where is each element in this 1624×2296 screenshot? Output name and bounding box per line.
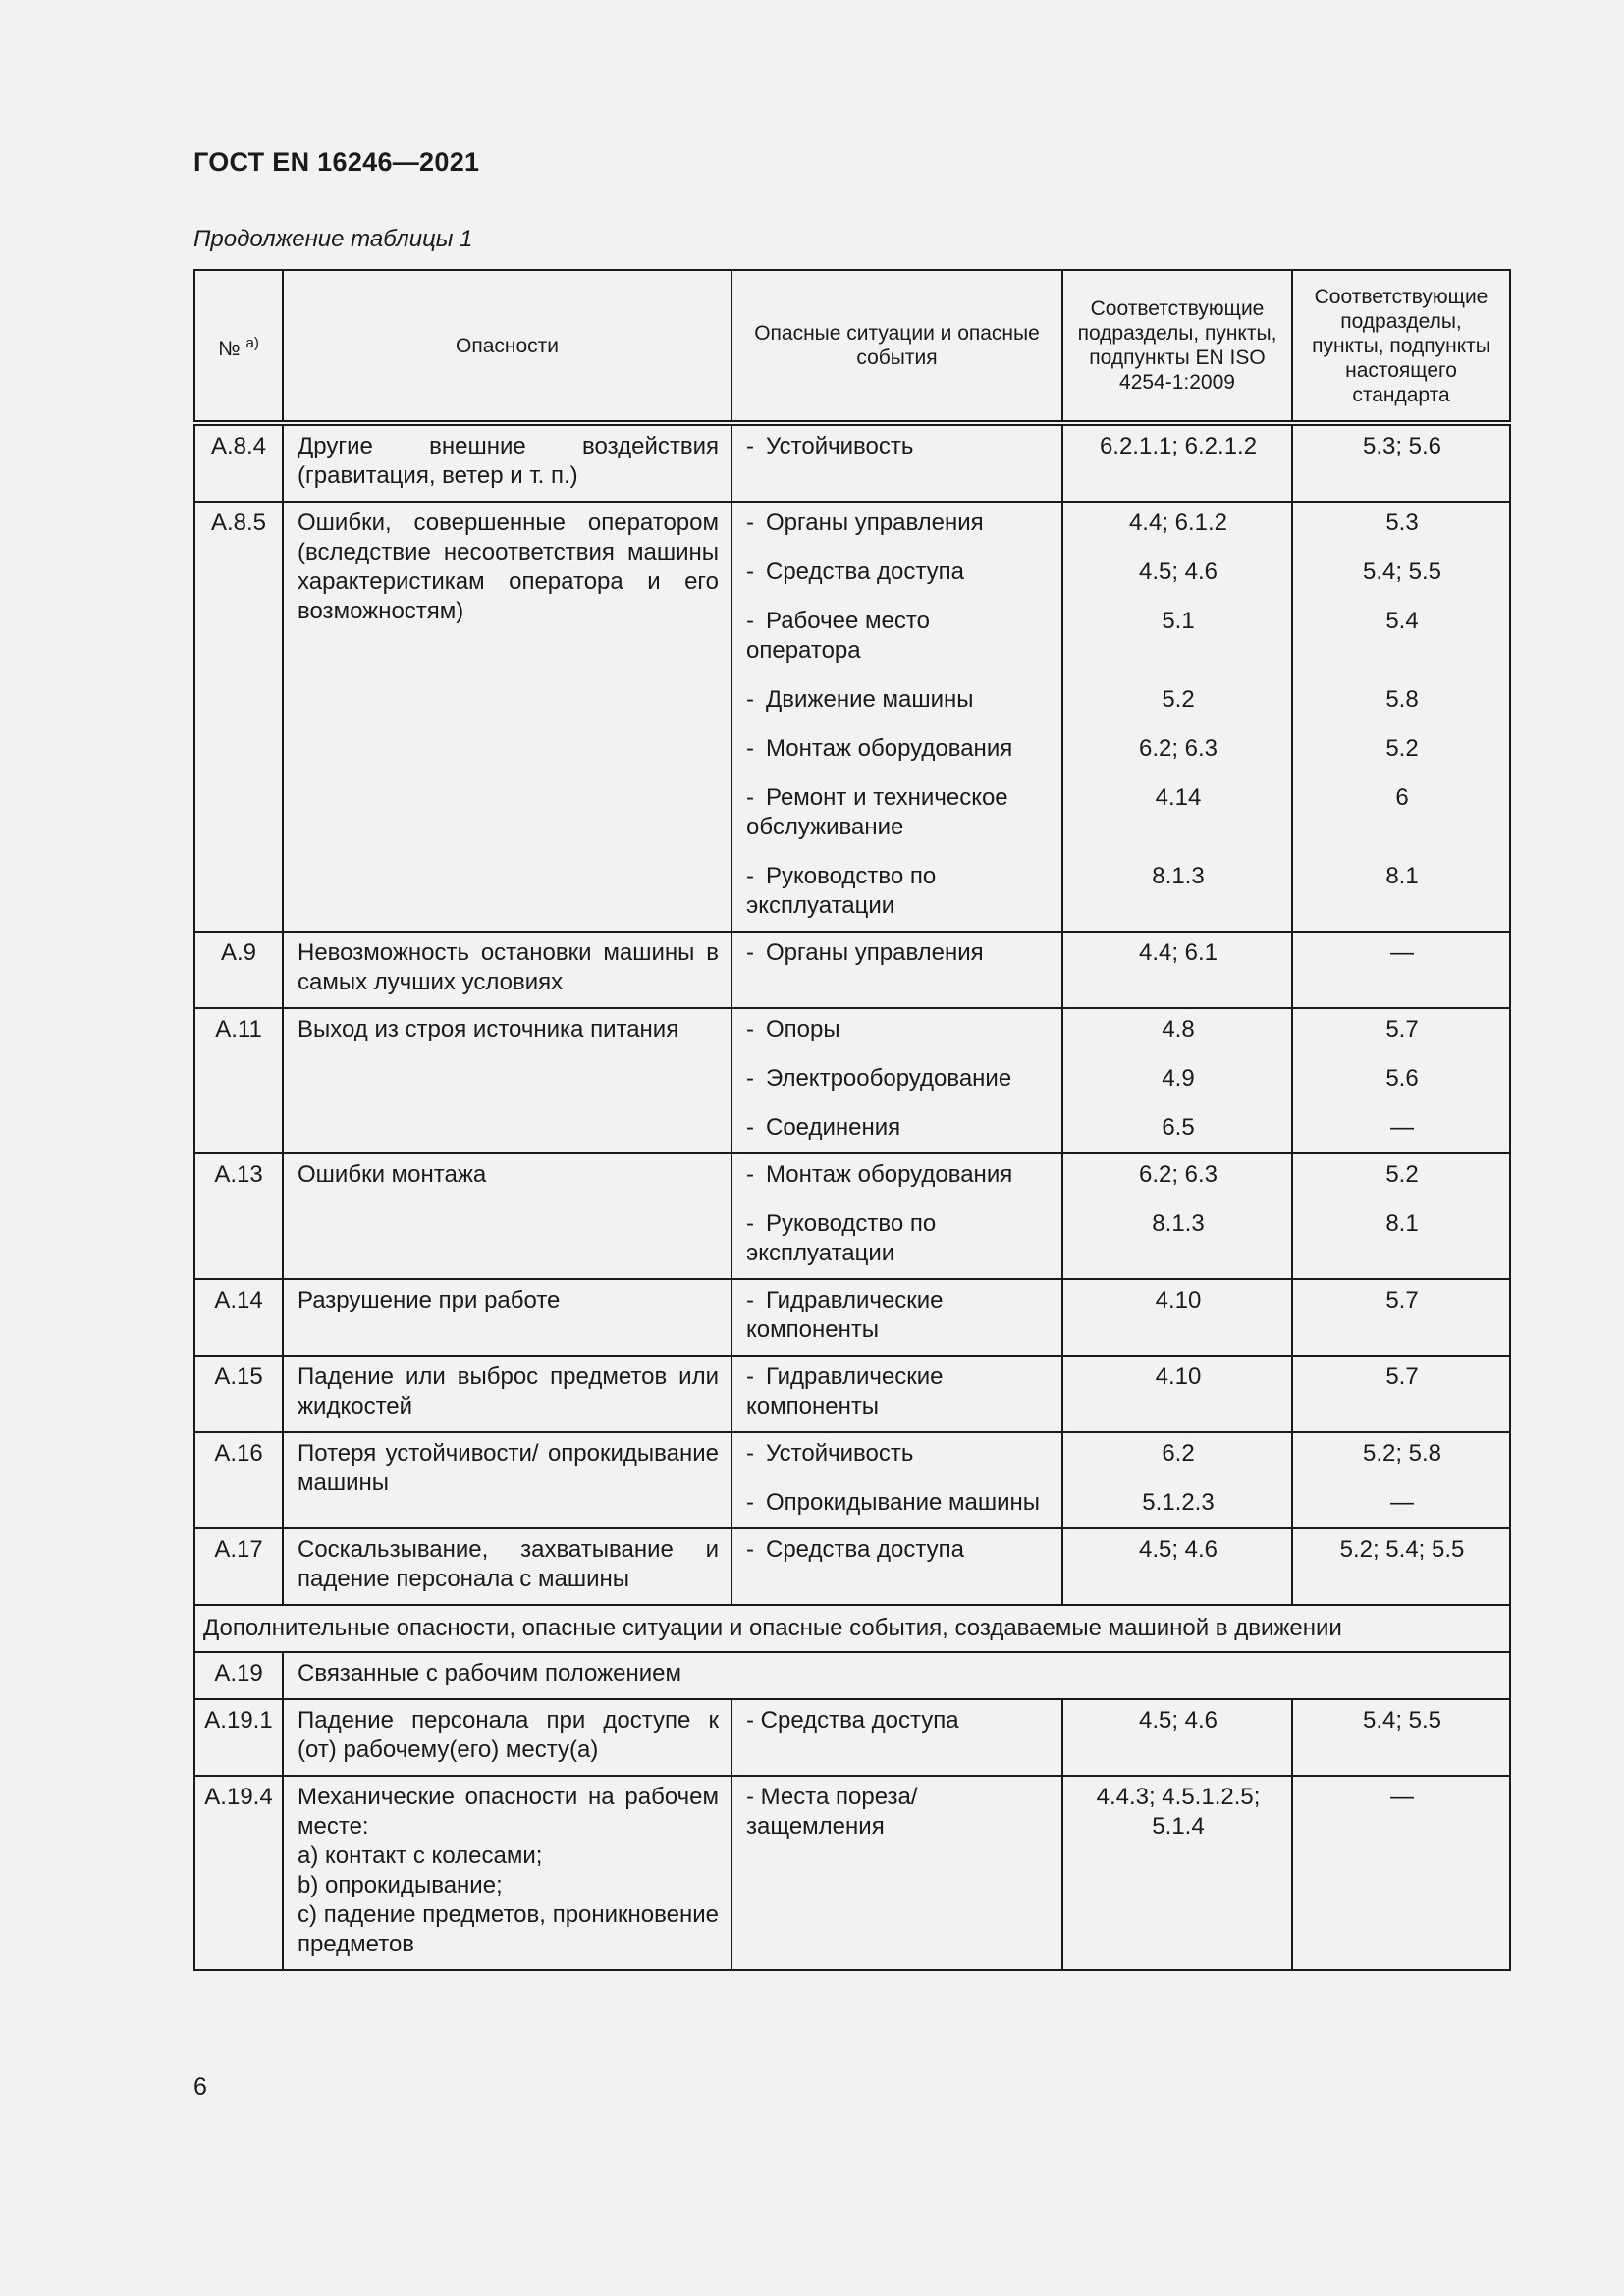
list-dash: -	[746, 686, 754, 713]
row-situations	[731, 502, 1062, 932]
row-std-refs	[1292, 502, 1510, 932]
row-iso-refs	[1062, 1279, 1292, 1356]
row-number: A.16	[194, 1432, 283, 1528]
row-hazard: Ошибки монтажа	[283, 1153, 731, 1279]
table-row	[194, 1528, 1510, 1605]
row-number: A.19.4	[194, 1776, 283, 1970]
std-ref-value: 6	[1395, 784, 1409, 811]
list-dash: -	[746, 1161, 754, 1188]
std-ref-value: 5.4	[1385, 608, 1419, 634]
situation-text: Соединения	[766, 1114, 901, 1141]
list-dash: -	[746, 1784, 761, 1810]
list-dash: -	[746, 1536, 754, 1563]
row-hazard: Выход из строя источника питания	[283, 1008, 731, 1153]
row-number: A.9	[194, 932, 283, 1008]
situation-item	[746, 1488, 1050, 1518]
table-row	[194, 1279, 1510, 1356]
row-std-refs	[1292, 1153, 1510, 1279]
row-std-ref: 5.4; 5.5	[1292, 1699, 1510, 1776]
row-hazard	[283, 1776, 731, 1970]
table-row	[194, 1776, 1510, 1970]
situation-item	[746, 938, 1050, 968]
list-dash: -	[746, 784, 754, 811]
row-situations	[731, 932, 1062, 1008]
row-iso-refs	[1062, 1528, 1292, 1605]
row-std-refs	[1292, 1432, 1510, 1528]
iso-ref-value: 5.1.2.3	[1142, 1489, 1215, 1516]
row-number: A.17	[194, 1528, 283, 1605]
row-number: A.19.1	[194, 1699, 283, 1776]
std-ref-value: 5.6	[1385, 1065, 1419, 1092]
list-dash: -	[746, 1363, 754, 1390]
row-iso-refs	[1062, 1153, 1292, 1279]
iso-ref-value: 4.4; 6.1	[1138, 939, 1218, 966]
iso-ref-value: 4.8	[1162, 1016, 1195, 1042]
row-hazard: Соскальзывание, захватывание и падение персонала с машины	[283, 1528, 731, 1605]
list-dash: -	[746, 1016, 754, 1042]
row-number: A.14	[194, 1279, 283, 1356]
situation-text: Средства доступа	[766, 559, 964, 585]
situation-text: Электрооборудование	[766, 1065, 1012, 1092]
column-header-iso-refs: Соответствующие подразделы, пункты, подпункты EN ISO 4254-1:2009	[1062, 270, 1292, 423]
list-dash: -	[746, 1287, 754, 1313]
row-number: A.8.5	[194, 502, 283, 932]
table-body	[194, 423, 1510, 1970]
row-std-refs	[1292, 932, 1510, 1008]
situation-text: Ремонт и техническое обслуживание	[746, 784, 1008, 840]
list-dash: -	[746, 1210, 754, 1237]
row-situation	[731, 1776, 1062, 1970]
situation-text: Рабочее место оператора	[746, 608, 930, 664]
situation-text: Гидравлические компоненты	[746, 1287, 944, 1343]
hazard-table	[193, 269, 1511, 1971]
row-std-refs	[1292, 1008, 1510, 1153]
row-iso-refs	[1062, 502, 1292, 932]
hazard-table-wrap	[193, 269, 1509, 1971]
row-std-ref: —	[1292, 1776, 1510, 1970]
situation-text: Средства доступа	[766, 1536, 964, 1563]
table-header-row	[194, 270, 1510, 423]
list-dash: -	[746, 559, 754, 585]
row-situation	[731, 1699, 1062, 1776]
list-dash: -	[746, 939, 754, 966]
situation-text: Руководство по эксплуатации	[746, 1210, 937, 1266]
situation-item	[746, 1535, 1050, 1565]
section-row-label: Дополнительные опасности, опасные ситуации и опасные события, создаваемые машиной в движении	[194, 1605, 1510, 1652]
std-ref-value: 5.7	[1385, 1363, 1419, 1390]
list-dash: -	[746, 509, 754, 536]
situation-item	[746, 1160, 1050, 1190]
row-number: A.11	[194, 1008, 283, 1153]
std-ref-value: —	[1390, 1489, 1414, 1516]
list-dash: -	[746, 1707, 761, 1734]
situation-item	[746, 1113, 1050, 1143]
std-ref-value: 5.2	[1385, 735, 1419, 762]
iso-ref-value: 6.2.1.1; 6.2.1.2	[1099, 433, 1258, 459]
list-dash: -	[746, 735, 754, 762]
situation-item	[746, 1362, 1050, 1421]
column-header-no-label: №	[218, 337, 246, 360]
situation-text: Органы управления	[766, 939, 984, 966]
iso-ref-value: 4.10	[1155, 1287, 1202, 1313]
std-ref-value: 5.2	[1385, 1161, 1419, 1188]
situation-item	[746, 1064, 1050, 1094]
situation-item	[746, 1015, 1050, 1044]
std-ref-value: 5.7	[1385, 1287, 1419, 1313]
situation-item	[746, 783, 1050, 842]
std-ref-value: 5.8	[1385, 686, 1419, 713]
column-header-std-refs: Соответствующие подразделы, пункты, подпункты настоящего стандарта	[1292, 270, 1510, 423]
column-header-no	[194, 270, 283, 423]
table-row	[194, 1153, 1510, 1279]
std-ref-value: 5.7	[1385, 1016, 1419, 1042]
table-row	[194, 1652, 1510, 1699]
list-dash: -	[746, 1114, 754, 1141]
row-situations	[731, 1432, 1062, 1528]
row-number: A.19	[194, 1652, 283, 1699]
row-situations	[731, 1008, 1062, 1153]
row-iso-refs	[1062, 1356, 1292, 1432]
iso-ref-value: 8.1.3	[1152, 1210, 1205, 1237]
section-row	[194, 1605, 1510, 1652]
situation-text: Монтаж оборудования	[766, 1161, 1013, 1188]
row-number: A.15	[194, 1356, 283, 1432]
situation-item	[746, 607, 1050, 666]
table-row	[194, 423, 1510, 502]
iso-ref-value: 5.1	[1162, 608, 1195, 634]
situation-text: Устойчивость	[766, 1440, 914, 1467]
std-ref-value: 5.3	[1385, 509, 1419, 536]
row-iso-ref: 4.4.3; 4.5.1.2.5; 5.1.4	[1062, 1776, 1292, 1970]
situation-item	[746, 734, 1050, 764]
iso-ref-value: 6.2; 6.3	[1138, 1161, 1218, 1188]
row-situations	[731, 423, 1062, 502]
list-dash: -	[746, 433, 754, 459]
iso-ref-value: 4.4; 6.1.2	[1128, 509, 1228, 536]
situation-text: Движение машины	[766, 686, 974, 713]
table-row	[194, 1008, 1510, 1153]
list-dash: -	[746, 1489, 754, 1516]
row-situations	[731, 1528, 1062, 1605]
iso-ref-value: 4.5; 4.6	[1138, 1536, 1218, 1563]
std-ref-value: —	[1390, 939, 1414, 966]
situation-text: Монтаж оборудования	[766, 735, 1013, 762]
column-header-situations: Опасные ситуации и опасные события	[731, 270, 1062, 423]
situation-item	[746, 432, 1050, 461]
situation-item	[746, 1209, 1050, 1268]
row-situations	[731, 1356, 1062, 1432]
list-dash: -	[746, 863, 754, 889]
row-iso-refs	[1062, 932, 1292, 1008]
row-hazard: Падение персонала при доступе к (от) рабочему(его) месту(а)	[283, 1699, 731, 1776]
row-situations	[731, 1153, 1062, 1279]
row-std-refs	[1292, 423, 1510, 502]
table-row	[194, 1699, 1510, 1776]
std-ref-value: 8.1	[1385, 863, 1419, 889]
row-number: A.13	[194, 1153, 283, 1279]
iso-ref-value: 4.10	[1155, 1363, 1202, 1390]
row-iso-refs	[1062, 423, 1292, 502]
hazard-line: Механические опасности на рабочем месте:	[298, 1784, 719, 1840]
situation-text: Гидравлические компоненты	[746, 1363, 944, 1419]
iso-ref-value: 4.9	[1162, 1065, 1195, 1092]
row-hazard: Невозможность остановки машины в самых лучших условиях	[283, 932, 731, 1008]
column-header-hazards: Опасности	[283, 270, 731, 423]
page-number: 6	[193, 2073, 207, 2101]
row-hazard: Потеря устойчивости/ опрокидывание машины	[283, 1432, 731, 1528]
list-dash: -	[746, 608, 754, 634]
std-ref-value: 5.2; 5.4; 5.5	[1339, 1536, 1465, 1563]
situation-item	[746, 1286, 1050, 1345]
table-caption: Продолжение таблицы 1	[193, 226, 473, 252]
row-iso-refs	[1062, 1008, 1292, 1153]
std-ref-value: 5.4; 5.5	[1362, 559, 1442, 585]
table-row	[194, 502, 1510, 932]
row-hazard: Разрушение при работе	[283, 1279, 731, 1356]
row-iso-refs	[1062, 1432, 1292, 1528]
footnote-marker: а)	[245, 334, 259, 351]
row-hazard: Связанные с рабочим положением	[283, 1652, 1510, 1699]
list-dash: -	[746, 1065, 754, 1092]
iso-ref-value: 8.1.3	[1152, 863, 1205, 889]
hazard-line: b) опрокидывание;	[298, 1872, 503, 1898]
iso-ref-value: 4.14	[1155, 784, 1202, 811]
std-ref-value: —	[1390, 1114, 1414, 1141]
hazard-line: c) падение предметов, проникновение предметов	[298, 1901, 719, 1957]
situation-text: Устойчивость	[766, 433, 914, 459]
situation-text: Опоры	[766, 1016, 840, 1042]
row-std-refs	[1292, 1528, 1510, 1605]
row-situation-text: Места пореза/защемления	[746, 1784, 918, 1840]
row-hazard: Падение или выброс предметов или жидкостей	[283, 1356, 731, 1432]
row-situation-text: Средства доступа	[760, 1707, 959, 1734]
table-row	[194, 1432, 1510, 1528]
situation-item	[746, 862, 1050, 921]
iso-ref-value: 6.2	[1162, 1440, 1195, 1467]
std-ref-value: 8.1	[1385, 1210, 1419, 1237]
situation-text: Опрокидывание машины	[766, 1489, 1041, 1516]
hazard-line: a) контакт с колесами;	[298, 1842, 543, 1869]
situation-text: Руководство по эксплуатации	[746, 863, 937, 919]
situation-item	[746, 558, 1050, 587]
row-hazard: Другие внешние воздействия (гравитация, ветер и т. п.)	[283, 423, 731, 502]
list-dash: -	[746, 1440, 754, 1467]
row-iso-ref: 4.5; 4.6	[1062, 1699, 1292, 1776]
table-row	[194, 932, 1510, 1008]
table-row	[194, 1356, 1510, 1432]
row-number: A.8.4	[194, 423, 283, 502]
situation-text: Органы управления	[766, 509, 984, 536]
situation-item	[746, 508, 1050, 538]
row-std-refs	[1292, 1279, 1510, 1356]
iso-ref-value: 6.5	[1162, 1114, 1195, 1141]
iso-ref-value: 4.5; 4.6	[1138, 559, 1218, 585]
situation-item	[746, 685, 1050, 715]
row-situations	[731, 1279, 1062, 1356]
row-std-refs	[1292, 1356, 1510, 1432]
std-ref-value: 5.3; 5.6	[1362, 433, 1442, 459]
std-ref-value: 5.2; 5.8	[1362, 1440, 1442, 1467]
document-id: ГОСТ EN 16246—2021	[193, 147, 480, 177]
iso-ref-value: 5.2	[1162, 686, 1195, 713]
row-hazard: Ошибки, совершенные оператором (вследствие несоответствия машины характеристикам оператора и его возможностям)	[283, 502, 731, 932]
iso-ref-value: 6.2; 6.3	[1138, 735, 1218, 762]
situation-item	[746, 1439, 1050, 1468]
